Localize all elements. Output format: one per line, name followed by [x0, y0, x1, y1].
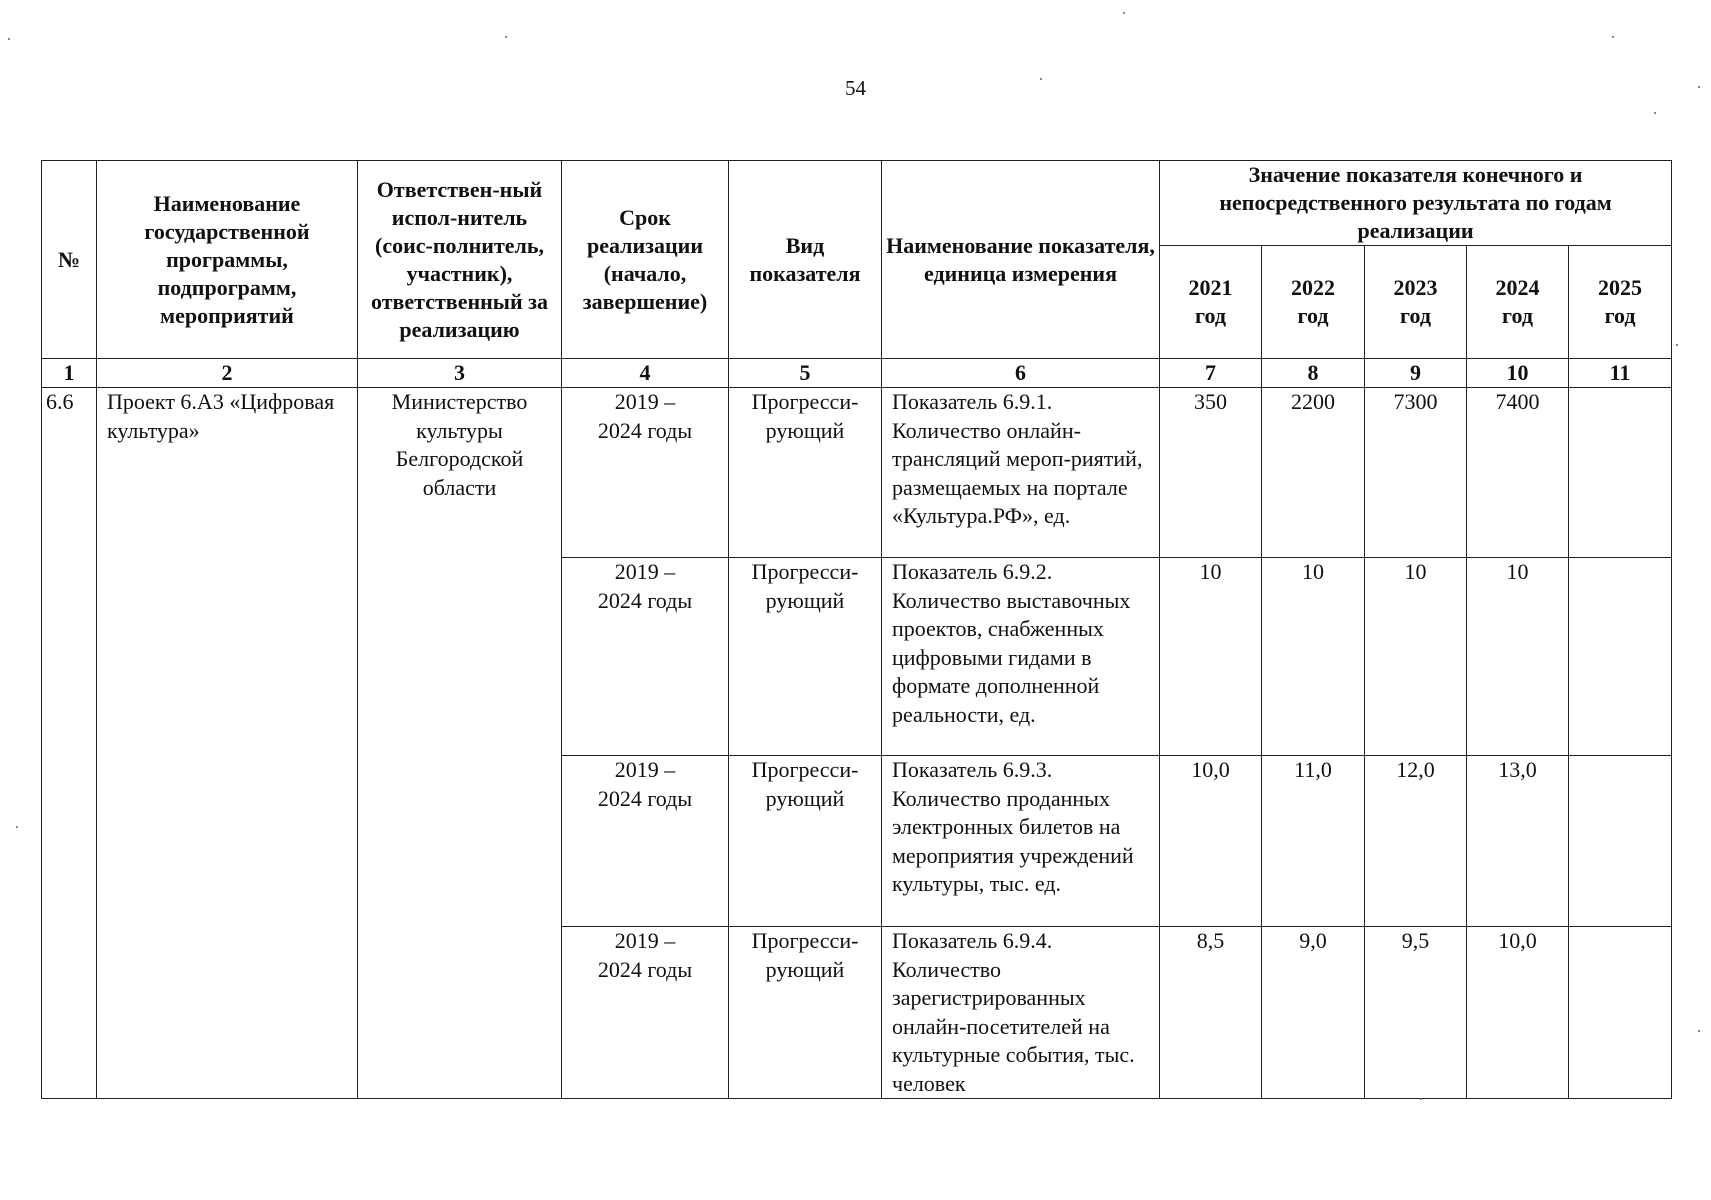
column-number: 10 [1467, 359, 1569, 388]
value-2025 [1569, 927, 1672, 1099]
scan-speck [1698, 1030, 1700, 1032]
value-2021: 10,0 [1160, 756, 1262, 927]
scan-speck [8, 38, 10, 40]
column-number: 7 [1160, 359, 1262, 388]
term-cell: 2019 – 2024 годы [562, 388, 729, 558]
page-number: 54 [845, 76, 866, 100]
value-2022: 10 [1262, 558, 1365, 756]
header-values-group: Значение показателя конечного и непосредственного результата по годам реализации [1160, 161, 1672, 246]
value-2024: 10 [1467, 558, 1569, 756]
header-indicator-type: Вид показателя [729, 161, 882, 359]
value-2024: 10,0 [1467, 927, 1569, 1099]
table-row [42, 388, 1672, 558]
scan-speck [1698, 86, 1700, 88]
scan-speck [505, 36, 507, 38]
column-number: 4 [562, 359, 729, 388]
value-2023: 12,0 [1365, 756, 1467, 927]
scan-speck [1420, 1098, 1422, 1100]
indicator-name-cell: Показатель 6.9.1. Количество онлайн-трансляций мероп-риятий, размещаемых на портале «Культура.РФ», ед. [882, 388, 1160, 558]
header-year-2022: 2022 год [1262, 246, 1365, 359]
indicator-type-cell: Прогресси-рующий [729, 388, 882, 558]
header-year-2023: 2023 год [1365, 246, 1467, 359]
value-2023: 7300 [1365, 388, 1467, 558]
indicator-name-cell: Показатель 6.9.2. Количество выставочных проектов, снабженных цифровыми гидами в формате дополненной реальности, ед. [882, 558, 1160, 756]
value-2024: 7400 [1467, 388, 1569, 558]
project-responsible: Министерство культуры Белгородской области [358, 388, 562, 1099]
scan-speck [1612, 36, 1614, 38]
value-2025 [1569, 558, 1672, 756]
indicator-type-cell: Прогресси-рующий [729, 927, 882, 1099]
scan-speck [1676, 344, 1678, 346]
value-2021: 350 [1160, 388, 1262, 558]
value-2023: 9,5 [1365, 927, 1467, 1099]
term-cell: 2019 – 2024 годы [562, 558, 729, 756]
value-2024: 13,0 [1467, 756, 1569, 927]
indicator-type-cell: Прогресси-рующий [729, 756, 882, 927]
scan-speck [1123, 12, 1125, 14]
header-responsible: Ответствен-ный испол-нитель (соис-полнитель, участник), ответственный за реализацию [358, 161, 562, 359]
header-no: № [42, 161, 97, 359]
header-year-2024: 2024 год [1467, 246, 1569, 359]
indicator-table [41, 160, 1672, 1099]
header-year-2021: 2021 год [1160, 246, 1262, 359]
value-2022: 9,0 [1262, 927, 1365, 1099]
header-row [42, 161, 1672, 246]
column-number: 11 [1569, 359, 1672, 388]
column-number: 3 [358, 359, 562, 388]
header-indicator-name: Наименование показателя, единица измерения [882, 161, 1160, 359]
column-number: 6 [882, 359, 1160, 388]
column-number: 1 [42, 359, 97, 388]
header-year-2025: 2025 год [1569, 246, 1672, 359]
column-number: 5 [729, 359, 882, 388]
value-2022: 2200 [1262, 388, 1365, 558]
value-2025 [1569, 756, 1672, 927]
column-number: 8 [1262, 359, 1365, 388]
column-numbers-row [42, 359, 1672, 388]
term-cell: 2019 – 2024 годы [562, 756, 729, 927]
value-2023: 10 [1365, 558, 1467, 756]
header-term: Срок реализации (начало, завершение) [562, 161, 729, 359]
value-2025 [1569, 388, 1672, 558]
scan-speck [1654, 112, 1656, 114]
project-name: Проект 6.А3 «Цифровая культура» [97, 388, 358, 1099]
term-cell: 2019 – 2024 годы [562, 927, 729, 1099]
value-2021: 8,5 [1160, 927, 1262, 1099]
header-program-name: Наименование государственной программы, подпрограмм, мероприятий [97, 161, 358, 359]
value-2021: 10 [1160, 558, 1262, 756]
column-number: 2 [97, 359, 358, 388]
indicator-name-cell: Показатель 6.9.3. Количество проданных электронных билетов на мероприятия учреждений культуры, тыс. ед. [882, 756, 1160, 927]
value-2022: 11,0 [1262, 756, 1365, 927]
scan-speck [16, 826, 18, 828]
column-number: 9 [1365, 359, 1467, 388]
indicator-name-cell: Показатель 6.9.4. Количество зарегистрированных онлайн-посетителей на культурные события, тыс. человек [882, 927, 1160, 1099]
scan-speck [1040, 78, 1042, 80]
project-number: 6.6 [42, 388, 97, 1099]
indicator-type-cell: Прогресси-рующий [729, 558, 882, 756]
